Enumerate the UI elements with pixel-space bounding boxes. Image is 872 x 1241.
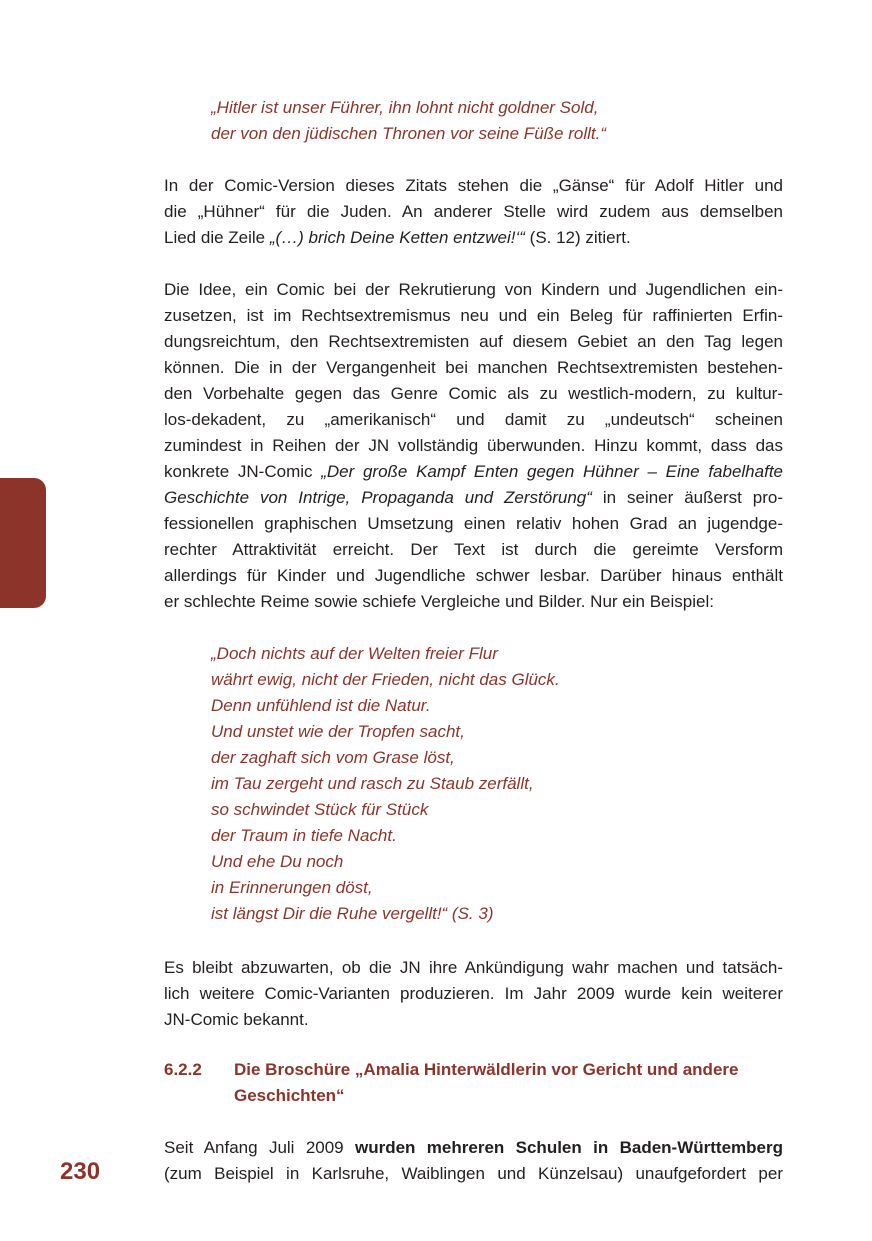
text-run: (S. 12) zitiert. — [524, 228, 631, 247]
quote-line: „Doch nichts auf der Welten freier Flur — [211, 644, 498, 663]
text-run: Seit Anfang Juli 2009 — [164, 1138, 355, 1157]
paragraph-line — [164, 1135, 783, 1161]
paragraph-line: lich weitere Comic-Varianten produzieren. Im Jahr 2009 wurde kein weiterer — [164, 984, 783, 1003]
text-run: in seiner äußerst pro- — [591, 488, 783, 507]
paragraph-1 — [164, 173, 783, 251]
paragraph-line: Es bleibt abzuwarten, ob die JN ihre Ankündigung wahr machen und tatsäch- — [164, 958, 783, 977]
quote-line: Und ehe Du noch — [211, 852, 344, 871]
quote-line: ist längst Dir die Ruhe vergellt!“ (S. 3) — [211, 904, 494, 923]
quote-line: so schwindet Stück für Stück — [211, 800, 429, 819]
text-run: konkrete JN-Comic — [164, 462, 322, 481]
section-title-line: Die Broschüre „Amalia Hinterwäldlerin vor Gericht und andere — [234, 1060, 739, 1079]
paragraph-line: können. Die in der Vergangenheit bei manchen Rechtsextremisten bestehen- — [164, 358, 783, 377]
paragraph-4 — [164, 1135, 783, 1187]
inline-quote: „(…) brich Deine Ketten entzwei!‘“ — [269, 228, 525, 247]
paragraph-line — [164, 225, 783, 251]
quote-block-1 — [211, 95, 606, 147]
page-number: 230 — [60, 1158, 101, 1185]
quote-line: in Erinnerungen döst, — [211, 878, 373, 897]
quote-line: Denn unfühlend ist die Natur. — [211, 696, 431, 715]
section-title — [234, 1057, 789, 1109]
quote-line: im Tau zergeht und rasch zu Staub zerfällt, — [211, 774, 534, 793]
text-run: Lied die Zeile — [164, 228, 270, 247]
paragraph-line: In der Comic-Version dieses Zitats stehen die „Gänse“ für Adolf Hitler und — [164, 176, 783, 195]
paragraph-line: er schlechte Reime sowie schiefe Vergleiche und Bilder. Nur ein Beispiel: — [164, 592, 714, 611]
comic-title: „Der große Kampf Enten gegen Hühner – Eine fabelhafte — [321, 462, 783, 481]
paragraph-line: fessionellen graphischen Umsetzung einen relativ hohen Grad an jugendge- — [164, 514, 783, 533]
paragraph-line — [164, 485, 783, 511]
paragraph-3 — [164, 955, 783, 1033]
comic-title: Geschichte von Intrige, Propaganda und Zerstörung“ — [164, 488, 592, 507]
quote-line: „Hitler ist unser Führer, ihn lohnt nicht goldner Sold, — [211, 98, 599, 117]
paragraph-line: Die Idee, ein Comic bei der Rekrutierung von Kindern und Jugendlichen ein- — [164, 280, 783, 299]
quote-block-2 — [211, 641, 560, 927]
paragraph-line — [164, 459, 783, 485]
quote-line: der zaghaft sich vom Grase löst, — [211, 748, 455, 767]
paragraph-line: zumindest in Reihen der JN vollständig überwunden. Hinzu kommt, dass das — [164, 436, 783, 455]
paragraph-line: JN-Comic bekannt. — [164, 1010, 309, 1029]
quote-line: währt ewig, nicht der Frieden, nicht das Glück. — [211, 670, 560, 689]
bold-run: wurden mehreren Schulen in Baden-Württemberg — [355, 1138, 783, 1157]
paragraph-line: dungsreichtum, den Rechtsextremisten auf diesem Gebiet an den Tag legen — [164, 332, 783, 351]
section-number: 6.2.2 — [164, 1060, 202, 1079]
paragraph-line: los-dekadent, zu „amerikanisch“ und damit zu „undeutsch“ scheinen — [164, 410, 783, 429]
paragraph-line: (zum Beispiel in Karlsruhe, Waiblingen und Künzelsau) unaufgefordert per — [164, 1164, 783, 1183]
quote-line: der von den jüdischen Thronen vor seine Füße rollt.“ — [211, 124, 606, 143]
quote-line: Und unstet wie der Tropfen sacht, — [211, 722, 465, 741]
section-title-line: Geschichten“ — [234, 1086, 345, 1105]
section-heading — [164, 1057, 789, 1109]
paragraph-line: die „Hühner“ für die Juden. An anderer Stelle wird zudem aus demselben — [164, 202, 783, 221]
paragraph-line: allerdings für Kinder und Jugendliche schwer lesbar. Darüber hinaus enthält — [164, 566, 783, 585]
chapter-tab-marker — [0, 478, 46, 608]
quote-line: der Traum in tiefe Nacht. — [211, 826, 397, 845]
paragraph-line: den Vorbehalte gegen das Genre Comic als zu westlich-modern, zu kultur- — [164, 384, 783, 403]
paragraph-2 — [164, 277, 783, 615]
paragraph-line: zusetzen, ist im Rechtsextremismus neu und ein Beleg für raffinierten Erfin- — [164, 306, 783, 325]
paragraph-line: rechter Attraktivität erreicht. Der Text ist durch die gereimte Versform — [164, 540, 783, 559]
